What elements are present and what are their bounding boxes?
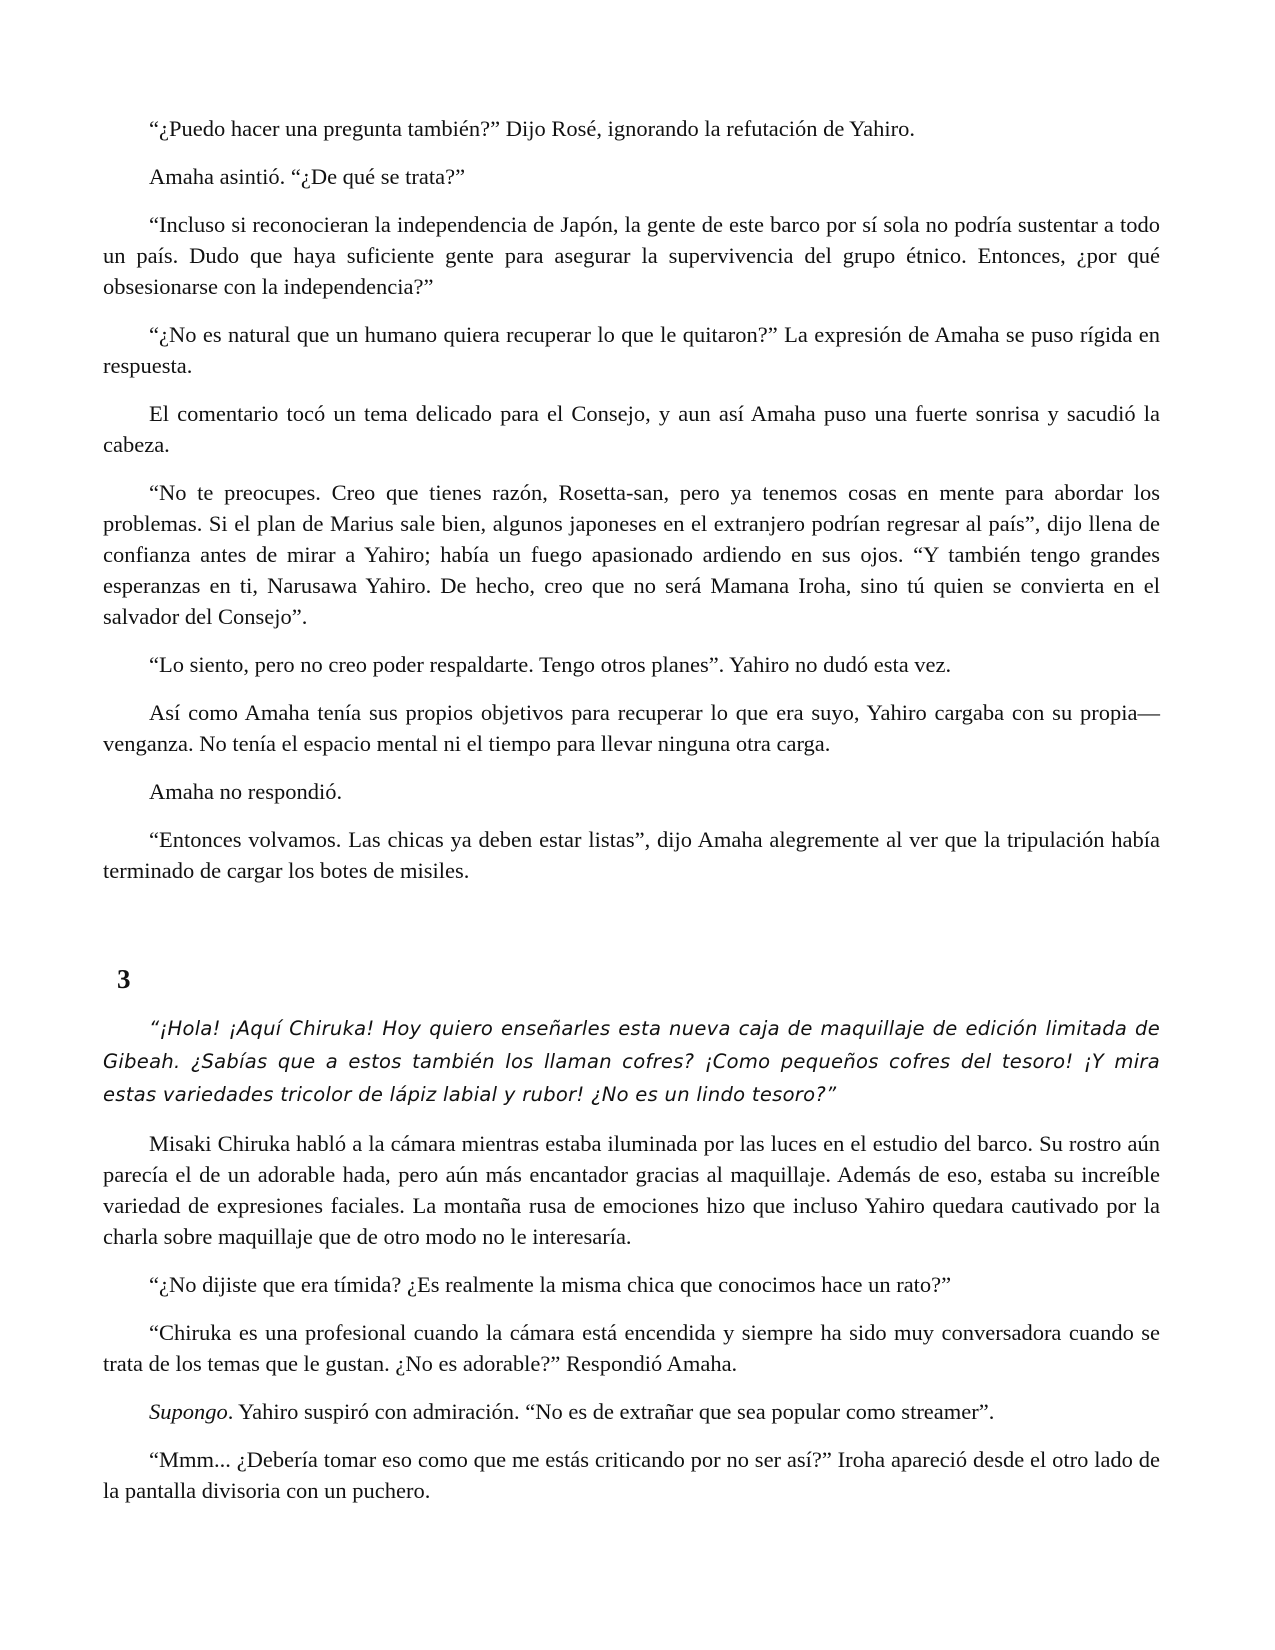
paragraph: Amaha asintió. “¿De qué se trata?” <box>149 164 466 189</box>
paragraph: “Incluso si reconocieran la independencia de Japón, la gente de este barco por sí sola no podría sustentar a todo un país. Dudo que haya suficiente gente para asegurar la supervivencia del grupo étnico. Entonces, ¿por qué obsesionarse con la independencia?” <box>103 212 1160 299</box>
stream-quote-paragraph: “¡Hola! ¡Aquí Chiruka! Hoy quiero enseñarles esta nueva caja de maquillaje de edición limitada de Gibeah. ¿Sabías que a estos también los llaman cofres? ¡Como pequeños cofres del tesoro! ¡Y mira estas variedades tricolor de lápiz labial y rubor! ¿No es un lindo tesoro?” <box>103 1017 1160 1106</box>
paragraph: “¿No dijiste que era tímida? ¿Es realmente la misma chica que conocimos hace un rato?” <box>149 1272 952 1297</box>
paragraph: “Mmm... ¿Debería tomar eso como que me estás criticando por no ser así?” Iroha apareció desde el otro lado de la pantalla divisoria con un puchero. <box>103 1447 1160 1503</box>
paragraph: “Entonces volvamos. Las chicas ya deben estar listas”, dijo Amaha alegremente al ver que la tripulación había terminado de cargar los botes de misiles. <box>103 827 1160 883</box>
paragraph: “No te preocupes. Creo que tienes razón, Rosetta-san, pero ya tenemos cosas en mente para abordar los problemas. Si el plan de Marius sale bien, algunos japoneses en el extranjero podrían regresar al país”, dijo llena de confianza antes de mirar a Yahiro; había un fuego apasionado ardiendo en sus ojos. “Y también tengo grandes esperanzas en ti, Narusawa Yahiro. De hecho, creo que no será Mamana Iroha, sino tú quien se convierta en el salvador del Consejo”. <box>103 480 1160 629</box>
paragraph: Así como Amaha tenía sus propios objetivos para recuperar lo que era suyo, Yahiro cargaba con su propia—venganza. No tenía el espacio mental ni el tiempo para llevar ninguna otra carga. <box>103 700 1160 756</box>
paragraph: Misaki Chiruka habló a la cámara mientras estaba iluminada por las luces en el estudio del barco. Su rostro aún parecía el de un adorable hada, pero aún más encantador gracias al maquillaje. Además de eso, estaba su increíble variedad de expresiones faciales. La montaña rusa de emociones hizo que incluso Yahiro quedara cautivado por la charla sobre maquillaje que de otro modo no le interesaría. <box>103 1131 1160 1249</box>
paragraph: “Lo siento, pero no creo poder respaldarte. Tengo otros planes”. Yahiro no dudó esta vez. <box>149 652 952 677</box>
paragraph <box>103 1396 1160 1427</box>
paragraph: El comentario tocó un tema delicado para el Consejo, y aun así Amaha puso una fuerte sonrisa y sacudió la cabeza. <box>103 401 1160 457</box>
paragraph: “Chiruka es una profesional cuando la cámara está encendida y siempre ha sido muy conversadora cuando se trata de los temas que le gustan. ¿No es adorable?” Respondió Amaha. <box>103 1320 1160 1376</box>
paragraph: Amaha no respondió. <box>149 779 343 804</box>
emphasized-word: Supongo <box>149 1399 228 1424</box>
document-page <box>103 113 1160 1523</box>
section-heading: 3 <box>117 964 131 994</box>
paragraph-text: . Yahiro suspiró con admiración. “No es de extrañar que sea popular como streamer”. <box>227 1399 995 1424</box>
paragraph: “¿No es natural que un humano quiera recuperar lo que le quitaron?” La expresión de Amaha se puso rígida en respuesta. <box>103 322 1160 378</box>
paragraph: “¿Puedo hacer una pregunta también?” Dijo Rosé, ignorando la refutación de Yahiro. <box>149 116 915 141</box>
